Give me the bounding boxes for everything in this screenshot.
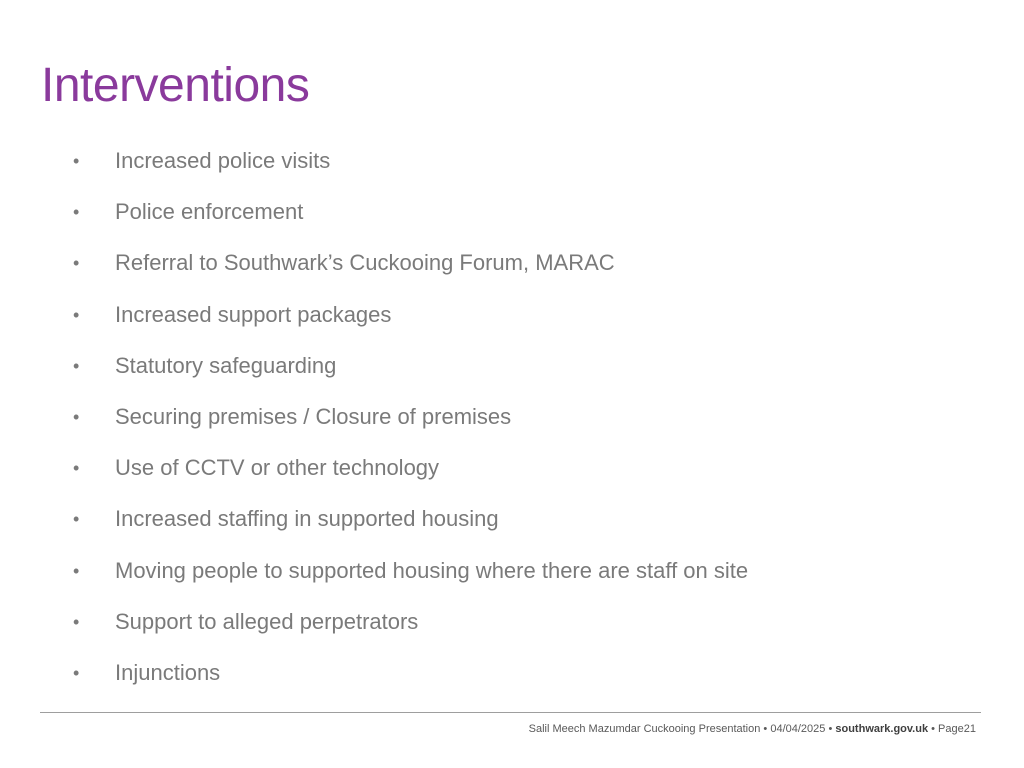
bullet-item [0, 652, 1024, 703]
bullet-dot-icon: • [73, 355, 80, 376]
bullet-text: Use of CCTV or other technology [115, 455, 440, 481]
footer-separator: • [928, 723, 939, 735]
bullet-list [0, 140, 1024, 703]
footer-divider [40, 712, 981, 713]
bullet-text: Referral to Southwark’s Cuckooing Forum, MARAC [115, 250, 615, 276]
bullet-text: Injunctions [115, 659, 221, 685]
bullet-dot-icon: • [73, 458, 80, 479]
bullet-dot-icon: • [73, 509, 80, 530]
bullet-dot-icon: • [73, 151, 80, 171]
bullet-dot-icon: • [73, 662, 80, 683]
bullet-item [0, 294, 1024, 345]
footer-page-label: Page [938, 723, 964, 735]
bullet-text: Police enforcement [115, 199, 304, 225]
bullet-text: Increased support packages [115, 301, 392, 327]
bullet-text: Increased police visits [115, 148, 331, 173]
bullet-item [0, 447, 1024, 498]
slide-title: Interventions [41, 59, 310, 112]
footer-page-number: 21 [963, 723, 976, 735]
bullet-text: Moving people to supported housing where there are staff on site [115, 557, 749, 583]
bullet-text: Statutory safeguarding [115, 352, 337, 378]
bullet-dot-icon: • [73, 202, 80, 223]
bullet-item [0, 396, 1024, 447]
bullet-text: Increased staffing in supported housing [115, 506, 499, 532]
bullet-dot-icon: • [73, 304, 80, 325]
bullet-item [0, 191, 1024, 242]
bullet-dot-icon: • [73, 611, 80, 632]
bullet-dot-icon: • [73, 406, 80, 427]
bullet-item [0, 140, 1024, 191]
bullet-text: Support to alleged perpetrators [115, 608, 419, 634]
footer-separator: • [825, 723, 836, 735]
bullet-dot-icon: • [73, 560, 80, 581]
footer-website: southwark.gov.uk [835, 723, 929, 735]
footer-date: 04/04/2025 [770, 723, 826, 735]
bullet-item [0, 601, 1024, 652]
bullet-dot-icon: • [73, 253, 80, 274]
footer-presentation-name: Salil Meech Mazumdar Cuckooing Presentation [528, 723, 761, 735]
bullet-item [0, 345, 1024, 396]
slide-footer [529, 723, 976, 735]
footer-separator: • [760, 723, 771, 735]
bullet-item [0, 550, 1024, 601]
bullet-text: Securing premises / Closure of premises [115, 403, 512, 429]
bullet-item [0, 242, 1024, 293]
bullet-item [0, 498, 1024, 549]
